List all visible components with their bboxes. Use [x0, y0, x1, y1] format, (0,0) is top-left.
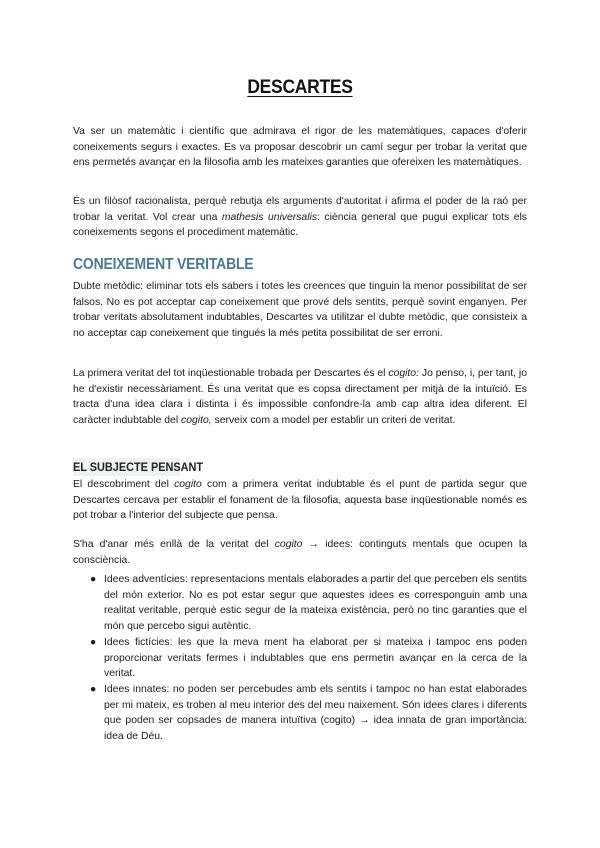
intro-paragraph-1: Va ser un matemàtic i científic que admirava el rigor de les matemàtiques, capaces d'oferir coneixements segurs i exactes. Es va proposar descobrir un camí segur per trobar la veritat que ens permetés avançar en la filosofia amb les mateixes garanties que ofereixen les matemàtiques.: [73, 126, 527, 169]
list-item: ● Idees innates: no poden ser percebudes amb els sentits i tampoc no han estat elaborades per mi mateix, es troben al meu interior des del meu naixement. Són idees clares i diferents que poden ser copsades de manera intuïtiva (cogito) → idea innata de gran importància: idea de Déu.: [90, 683, 527, 743]
bullet-icon: ●: [90, 574, 97, 585]
section-heading-subjecte: EL SUBJECTE PENSANT: [73, 460, 204, 474]
list-item: ● Idees fictícies: les que la meva ment ha elaborat per si mateixa i tampoc ens poden proporcionar veritats fermes i indubtables que ens permetin avançar en la cerca de la veritat.: [90, 636, 527, 680]
mathesis-term: mathesis universalis: [221, 211, 318, 223]
ideas-list: [73, 572, 527, 745]
section1-paragraph-2: La primera veritat del tot inqüestionable trobada per Descartes és el cogito: Jo penso, i, per tant, jo he d'existir necessàriament. És una veritat que es copsa directament per mitjà de la intuïció. Es tracta d'una idea clara i distinta i és impossible confondre-la amb cap altra idea diferent. El caràcter indubtable del cogito, serveix com a model per establir un criteri de veritat.: [73, 368, 527, 427]
bullet-icon: ●: [90, 683, 97, 695]
bullet-icon: ●: [90, 636, 97, 648]
page-title: DESCARTES: [247, 77, 353, 98]
section2-paragraph-2: S'ha d'anar més enllà de la veritat del cogito → idees: continguts mentals que ocupen la consciència.: [73, 539, 528, 566]
section-heading-coneixement: CONEIXEMENT VERITABLE: [73, 256, 254, 273]
section2-paragraph-1: El descobriment del cogito com a primera veritat indubtable és el punt de partida segur que Descartes cercava per establir el fonament de la filosofia, aquesta base inqüestionable només es pot trobar a l'interior del subjecte que pensa.: [73, 479, 527, 522]
section1-paragraph-1: Dubte metòdic: eliminar tots els sabers i totes les creences que tinguin la menor possibilitat de ser falsos. No es pot acceptar cap coneixement que prové dels sentits, perquè sovint enganyen. Per trobar veritats absolutament indubtables, Descartes va utilitzar el dubte metòdic, que consisteix a no acceptar cap coneixement que tingués la més petita possibilitat de ser erroni.: [73, 281, 527, 340]
list-item: ● Idees adventícies: representacions mentals elaborades a partir del que perceben els sentits del món exterior. No es pot estar segur que aquestes idees es corresponguin amb una realitat veritable, perquè estic segur de la mateixa existència, però no tinc garanties que el món que percebo sigui autèntic.: [90, 574, 527, 633]
intro-paragraph-2: És un filòsof racionalista, perquè rebutja els arguments d'autoritat i afirma el poder de la raó per trobar la veritat. Vol crear una mathesis universalis: ciència general que pugui explicar tots els coneixements segons el procediment matemàtic.: [73, 196, 528, 239]
